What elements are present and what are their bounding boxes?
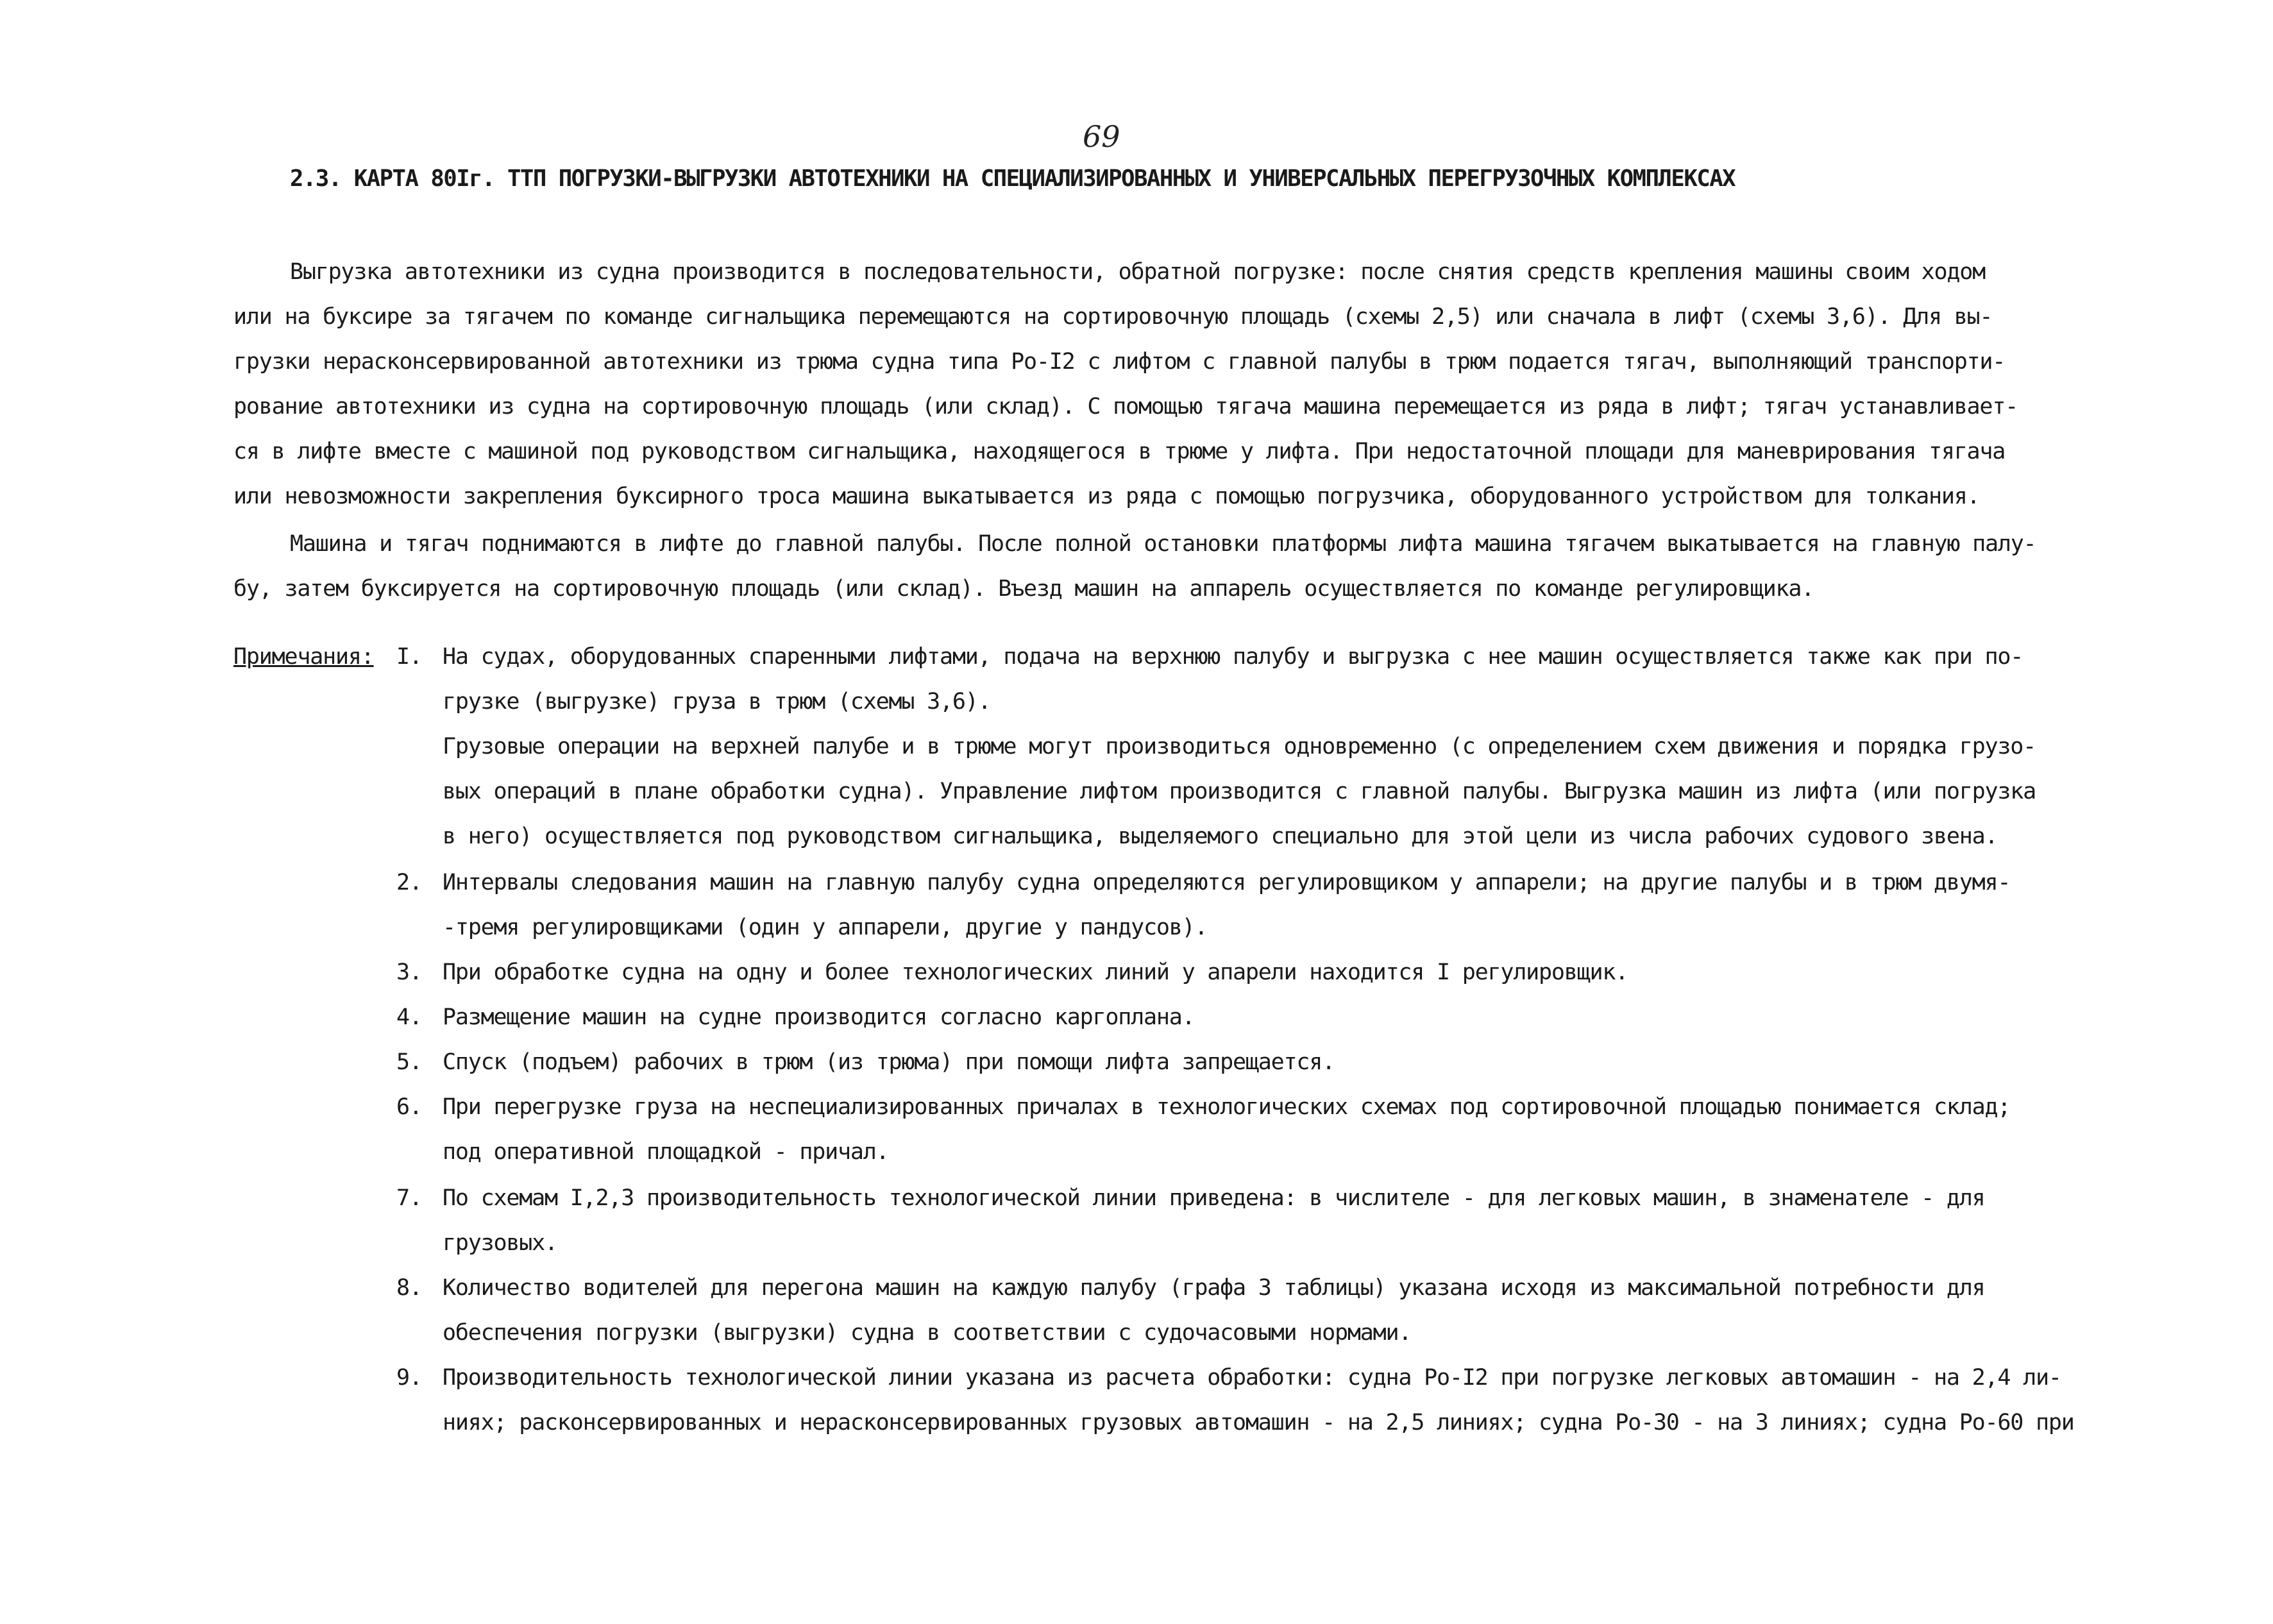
notes-label: Примечания: [233, 644, 374, 670]
paragraph-line: грузки нерасконсервированной автотехники из трюма судна типа Ро-I2 с лифтом с главной палубы в трюм подается тягач, выполняющий транспорти- [233, 349, 2006, 375]
note-line: грузке (выгрузке) груза в трюм (схемы 3,6). [443, 689, 991, 715]
note-line: Размещение машин на судне производится согласно каргоплана. [443, 1004, 1195, 1030]
note-line: Количество водителей для перегона машин на каждую палубу (графа 3 таблицы) указана исходя из максимальной потребности для [443, 1275, 1985, 1301]
note-number: 9. [396, 1365, 422, 1391]
note-line: ниях; расконсервированных и нерасконсервированных грузовых автомашин - на 2,5 линиях; судна Ро-30 - на 3 линиях; судна Ро-60 при [443, 1410, 2074, 1435]
note-line: обеспечения погрузки (выгрузки) судна в соответствии с судочасовыми нормами. [443, 1320, 1412, 1346]
paragraph-line: или невозможности закрепления буксирного троса машина выкатывается из ряда с помощью погрузчика, оборудованного устройством для толкания. [233, 484, 1980, 509]
paragraph-line: рование автотехники из судна на сортировочную площадь (или склад). С помощью тягача машина перемещается из ряда в лифт; тягач устанавливает- [233, 394, 2018, 419]
note-number: 6. [396, 1094, 422, 1120]
note-number: 3. [396, 960, 422, 985]
note-number: 8. [396, 1275, 422, 1301]
note-line: Интервалы следования машин на главную палубу судна определяются регулировщиком у аппарели; на другие палубы и в трюм двумя- [443, 870, 2011, 895]
page-number: 69 [1083, 119, 1120, 154]
note-line: По схемам I,2,3 производительность технологической линии приведена: в числителе - для легковых машин, в знаменателе - для [443, 1185, 1985, 1211]
paragraph-line: Машина и тягач поднимаются в лифте до главной палубы. После полной остановки платформы лифта машина тягачем выкатывается на главную палу- [290, 531, 2036, 557]
note-number: 7. [396, 1185, 422, 1211]
note-line: При перегрузке груза на неспециализированных причалах в технологических схемах под сортировочной площадью понимается склад; [443, 1094, 2011, 1120]
section-heading: 2.3. КАРТА 80Iг. ТТП ПОГРУЗКИ-ВЫГРУЗКИ АВТОТЕХНИКИ НА СПЕЦИАЛИЗИРОВАННЫХ И УНИВЕРСАЛЬНЫХ ПЕРЕГРУЗОЧНЫХ КОМПЛЕКСАХ [290, 165, 1736, 192]
note-line: На судах, оборудованных спаренными лифтами, подача на верхнюю палубу и выгрузка с нее машин осуществляется также как при по- [443, 644, 2024, 670]
note-line: в него) осуществляется под руководством сигнальщика, выделяемого специально для этой цели из числа рабочих судового звена. [443, 824, 1998, 849]
note-number: 2. [396, 870, 422, 895]
note-line: При обработке судна на одну и более технологических линий у апарели находится I регулировщик. [443, 960, 1628, 985]
paragraph-line: или на буксире за тягачем по команде сигнальщика перемещаются на сортировочную площадь (схемы 2,5) или сначала в лифт (схемы 3,6). Для вы- [233, 304, 1993, 330]
paragraph-line: Выгрузка автотехники из судна производится в последовательности, обратной погрузке: после снятия средств крепления машины своим ходом [290, 259, 1985, 285]
note-number: 5. [396, 1049, 422, 1075]
note-number: 4. [396, 1004, 422, 1030]
note-number: I. [396, 644, 422, 670]
note-line: вых операций в плане обработки судна). Управление лифтом производится с главной палубы. Выгрузка машин из лифта (или погрузка [443, 779, 2036, 804]
note-line: под оперативной площадкой - причал. [443, 1139, 889, 1165]
note-line: Спуск (подъем) рабочих в трюм (из трюма) при помощи лифта запрещается. [443, 1049, 1335, 1075]
paragraph-line: бу, затем буксируется на сортировочную площадь (или склад). Въезд машин на аппарель осуществляется по команде регулировщика. [233, 576, 1814, 602]
note-line: -тремя регулировщиками (один у аппарели, другие у пандусов). [443, 915, 1208, 940]
note-line: грузовых. [443, 1230, 557, 1256]
paragraph-line: ся в лифте вместе с машиной под руководством сигнальщика, находящегося в трюме у лифта. При недостаточной площади для маневрирования тягача [233, 439, 2006, 464]
note-line: Производительность технологической линии указана из расчета обработки: судна Ро-I2 при погрузке легковых автомашин - на 2,4 ли- [443, 1365, 2061, 1391]
note-line: Грузовые операции на верхней палубе и в трюме могут производиться одновременно (с определением схем движения и порядка грузо- [443, 734, 2036, 759]
